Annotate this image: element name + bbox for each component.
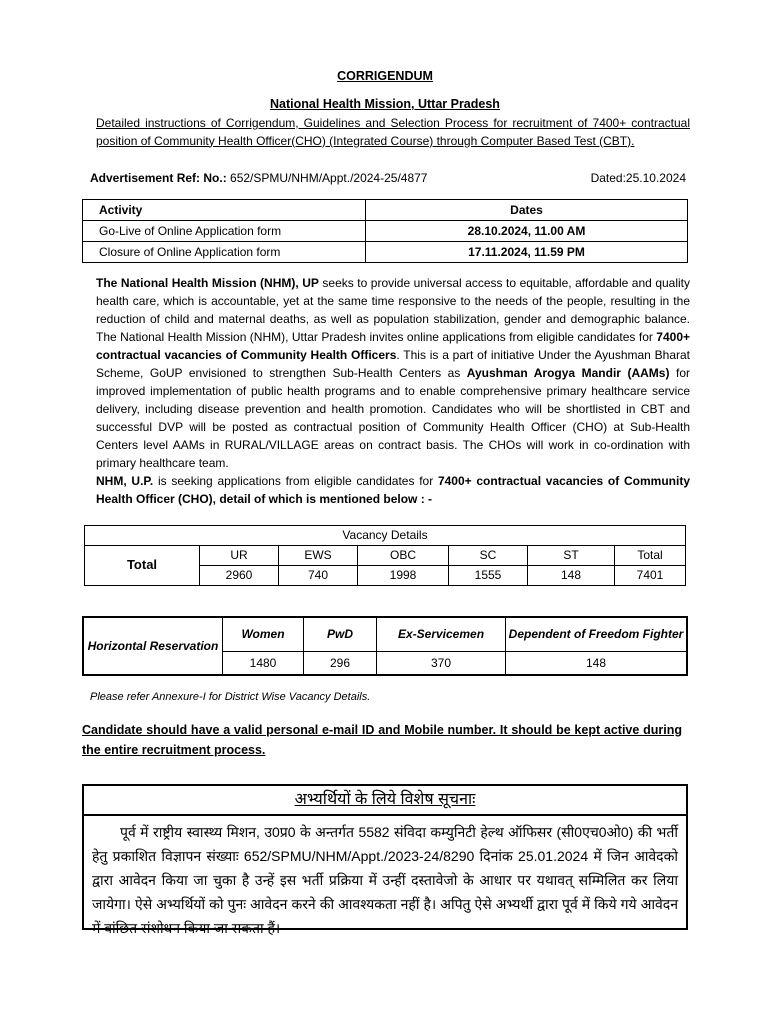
table-cell: 28.10.2024, 11.00 AM: [366, 221, 688, 242]
hindi-notice-box: [82, 784, 688, 936]
paragraph-bold-text: Ayushman Arogya Mandir (AAMs): [466, 366, 670, 380]
hindi-notice-body: पूर्व में राष्ट्रीय स्वास्थ्य मिशन, उ0प्र0 के अन्तर्गत 5582 संविदा कम्युनिटी हेल्थ ऑफिसर (सी0एच0ओ0) की भर्ती हेतु प्रकाशित विज्ञापन संख्याः 652/SPMU/NHM/Appt./2023-24/8290 दिनांक 25.01.2024 में जिन आवेदको द्वारा आवेदन किया जा चुका है उन्हें इस भर्ती प्रक्रिया में उन्हीं दस्तावेजो के आधार पर यथावत् सम्मिलित कर लिया जायेगा। ऐसे अभ्यर्थियों को पुनः आवेदन करने की आवश्यकता नहीं है। अपितु ऐसे अभ्यर्थी द्वारा पूर्व में किये गये आवेदन में वांछित संशोधन किया जा सकता हैं।: [92, 824, 678, 936]
table-cell: 740: [279, 566, 358, 586]
paragraph-text: for improved implementation of public health programs and to enable comprehensive primary healthcare service delivery, including disease prevention and health promotion. Candidates who will be shortlisted in CBT and successful DVP will be posted as contractual position of Community Health Officer (CHO) at Sub-Health Centers level AAMs in RURAL/VILLAGE areas on contract basis. The CHOs will work in co-ordination with primary healthcare team.: [96, 366, 690, 470]
annexure-note: Please refer Annexure-I for District Wise Vacancy Details.: [90, 691, 371, 703]
table-header-cell: Women: [223, 617, 304, 652]
applications-paragraph: [96, 472, 690, 508]
advertisement-date: Dated:25.10.2024: [590, 171, 686, 185]
paragraph-bold-text: 7400+ contractual vacancies of Community Health Officer (CHO), detail of which is mentioned below : -: [96, 474, 690, 506]
table-cell: 1555: [449, 566, 528, 586]
nhm-overview-paragraph: [96, 274, 690, 472]
paragraph-text: . This is a part of initiative Under the Ayushman Bharat Scheme, GoUP envisioned to strengthen Sub-Health Centers as: [96, 348, 690, 380]
table-header-row: [83, 200, 688, 221]
horizontal-reservation-table: [82, 616, 688, 676]
table-row: [83, 221, 688, 242]
table-cell: 1480: [223, 652, 304, 676]
advertisement-ref: [90, 170, 427, 187]
table-header-cell: SC: [449, 546, 528, 566]
advertisement-ref-value: 652/SPMU/NHM/Appt./2024-25/4877: [230, 171, 428, 185]
table-cell: 1998: [358, 566, 449, 586]
table-header-cell: Dates: [366, 200, 688, 221]
intro-text: Detailed instructions of Corrigendum, Guidelines and Selection Process for recruitment of 7400+ contractual position of Community Health Officer(CHO) (Integrated Course) through Computer Based Test (CBT).: [96, 116, 690, 148]
horizontal-reservation-label: Horizontal Reservation: [83, 617, 223, 675]
schedule-table: [82, 199, 688, 263]
table-header-row: [85, 546, 686, 566]
advertisement-ref-label: Advertisement Ref: No.:: [90, 171, 227, 185]
table-header-cell: PwD: [304, 617, 377, 652]
table-header-cell: Total: [615, 546, 686, 566]
vacancy-row-label: Total: [85, 546, 200, 586]
table-header-cell: Ex-Servicemen: [377, 617, 506, 652]
table-cell: Closure of Online Application form: [83, 242, 366, 263]
table-cell: 17.11.2024, 11.59 PM: [366, 242, 688, 263]
table-header-cell: UR: [200, 546, 279, 566]
vacancy-table: [84, 525, 686, 586]
table-cell: 2960: [200, 566, 279, 586]
table-cell: Go-Live of Online Application form: [83, 221, 366, 242]
table-header-row: [85, 526, 686, 546]
organisation-name: National Health Mission, Uttar Pradesh: [270, 97, 500, 111]
table-header-cell: ST: [528, 546, 615, 566]
document-heading: CORRIGENDUM: [337, 69, 433, 83]
table-header-cell: Activity: [83, 200, 366, 221]
table-header-row: [83, 617, 687, 652]
table-cell: 296: [304, 652, 377, 676]
table-header-cell: OBC: [358, 546, 449, 566]
table-cell: 148: [528, 566, 615, 586]
table-cell: 148: [506, 652, 688, 676]
paragraph-bold-text: NHM, U.P.: [96, 474, 154, 488]
table-cell: 370: [377, 652, 506, 676]
vacancy-title: Vacancy Details: [85, 526, 686, 546]
table-header-cell: EWS: [279, 546, 358, 566]
paragraph-bold-text: 7400+ contractual vacancies of Community Health Officers: [96, 330, 690, 362]
paragraph-text: seeks to provide universal access to equitable, affordable and quality health care, which is accountable, yet at the same time responsive to the needs of the people, resulting in the reduction of child and maternal deaths, as well as population stabilization, gender and demographic balance. The National Health Mission (NHM), Uttar Pradesh invites online applications from eligible candidates for: [96, 276, 691, 344]
table-header-cell: Dependent of Freedom Fighter: [506, 617, 688, 652]
hindi-notice-title: अभ्यर्थियों के लिये विशेष सूचनाः: [84, 786, 686, 816]
paragraph-text: is seeking applications from eligible candidates for: [153, 474, 438, 488]
candidate-note: Candidate should have a valid personal e-mail ID and Mobile number. It should be kept active during the entire recruitment process.: [82, 723, 682, 757]
table-row: [83, 242, 688, 263]
paragraph-bold-text: The National Health Mission (NHM), UP: [96, 276, 319, 290]
table-cell: 7401: [615, 566, 686, 586]
